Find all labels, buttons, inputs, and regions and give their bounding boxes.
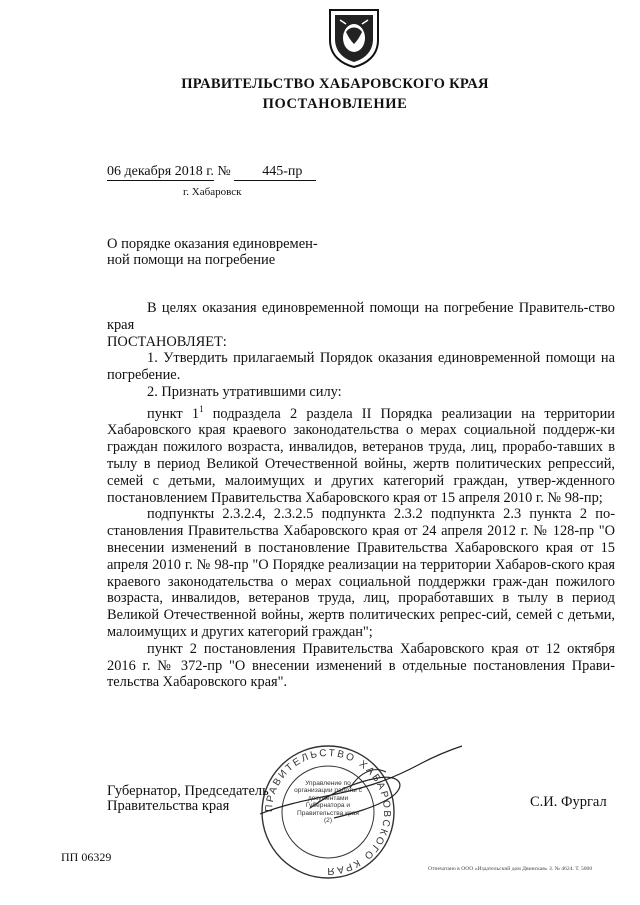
signatory-title-line-2: Правительства края	[107, 798, 230, 814]
document-city: г. Хабаровск	[183, 186, 242, 198]
number-label: №	[217, 164, 231, 179]
item-1: 1. Утвердить прилагаемый Порядок оказания единовременной помощи на погребение.	[107, 350, 615, 384]
organization-title: ПРАВИТЕЛЬСТВО ХАБАРОВСКОГО КРАЯ	[181, 76, 489, 92]
signatory-name: С.И. Фургал	[530, 794, 607, 810]
decree-word: ПОСТАНОВЛЯЕТ:	[107, 333, 227, 350]
item-2-subpoint-3: пункт 2 постановления Правительства Хабаровского края от 12 октября 2016 г. № 372-пр "О внесении изменений в отдельные постановления Прави-тельства Хабаровского края".	[107, 640, 615, 691]
subpoint-1-rest: подраздела 2 раздела II Порядка реализации на территории Хабаровского края краевого законодательства о мерах социальной поддерж-ки граждан пожилого возраста, инвалидов, ветеранов труда, лиц, прорабо-тавших в тылу в период Великой Отечественной войны, жертв политических репрессий, семей с детьми, малоимущих и других категорий граждан, утвер-жденного постановлением Правительства Хабаровского края от 15 апреля 2010 г. № 98-пр;	[107, 405, 616, 506]
signatory-title-line-1: Губернатор, Председатель	[107, 783, 269, 799]
printer-imprint: Отпечатано в ООО «Издательский дом Двинская» З. № 4624. Т. 5000	[428, 866, 593, 872]
stamp-number: (2)	[323, 817, 333, 825]
signatory-title	[107, 784, 269, 814]
document-body	[107, 300, 615, 691]
intro-paragraph: В целях оказания единовременной помощи на погребение Правитель-ство края	[107, 300, 615, 333]
stamp-ring-text: ПРАВИТЕЛЬСТВО ХАБАРОВСКОГО КРАЯ	[263, 747, 393, 877]
document-number: 445-пр	[234, 164, 316, 181]
item-2-subpoint-1	[107, 401, 615, 507]
subject-line-1: О порядке оказания единовремен-	[107, 236, 318, 252]
document-subject	[107, 236, 367, 268]
date-number-line	[107, 164, 316, 181]
subpoint-1-superscript: 1	[199, 403, 204, 414]
subpoint-1-start: пункт 1	[147, 405, 200, 422]
stamp-inner-text: Управление по организации работы с документами Губернатора и Правительства края	[294, 780, 362, 817]
document-date: 06 декабря 2018 г.	[107, 164, 214, 179]
document-code: ПП 06329	[61, 850, 112, 864]
subject-line-2: ной помощи на погребение	[107, 252, 276, 268]
document-type: ПОСТАНОВЛЕНИЕ	[262, 96, 408, 112]
item-2: 2. Признать утратившими силу:	[147, 383, 342, 400]
coat-of-arms-emblem	[326, 6, 382, 68]
item-2-subpoint-2: подпункты 2.3.2.4, 2.3.2.5 подпункта 2.3.2 подпункта 2.3 пункта 2 по-становления Правительства Хабаровского края от 24 апреля 2012 г. № 128-пр "О внесении изменений в постановление Правительства Хабаровского края от 15 апреля 2010 г. № 98-пр "О Порядке реализации на территории Хабаров-ского края краевого законодательства о мерах социальной поддержки граж-дан пожилого возраста, инвалидов, ветеранов труда, лиц, проработавших в тылу в период Великой Отечественной войны, жертв политических репрес-сий, семей с детьми, малоимущих и других категорий граждан";	[107, 506, 615, 640]
handwritten-signature	[250, 742, 470, 842]
